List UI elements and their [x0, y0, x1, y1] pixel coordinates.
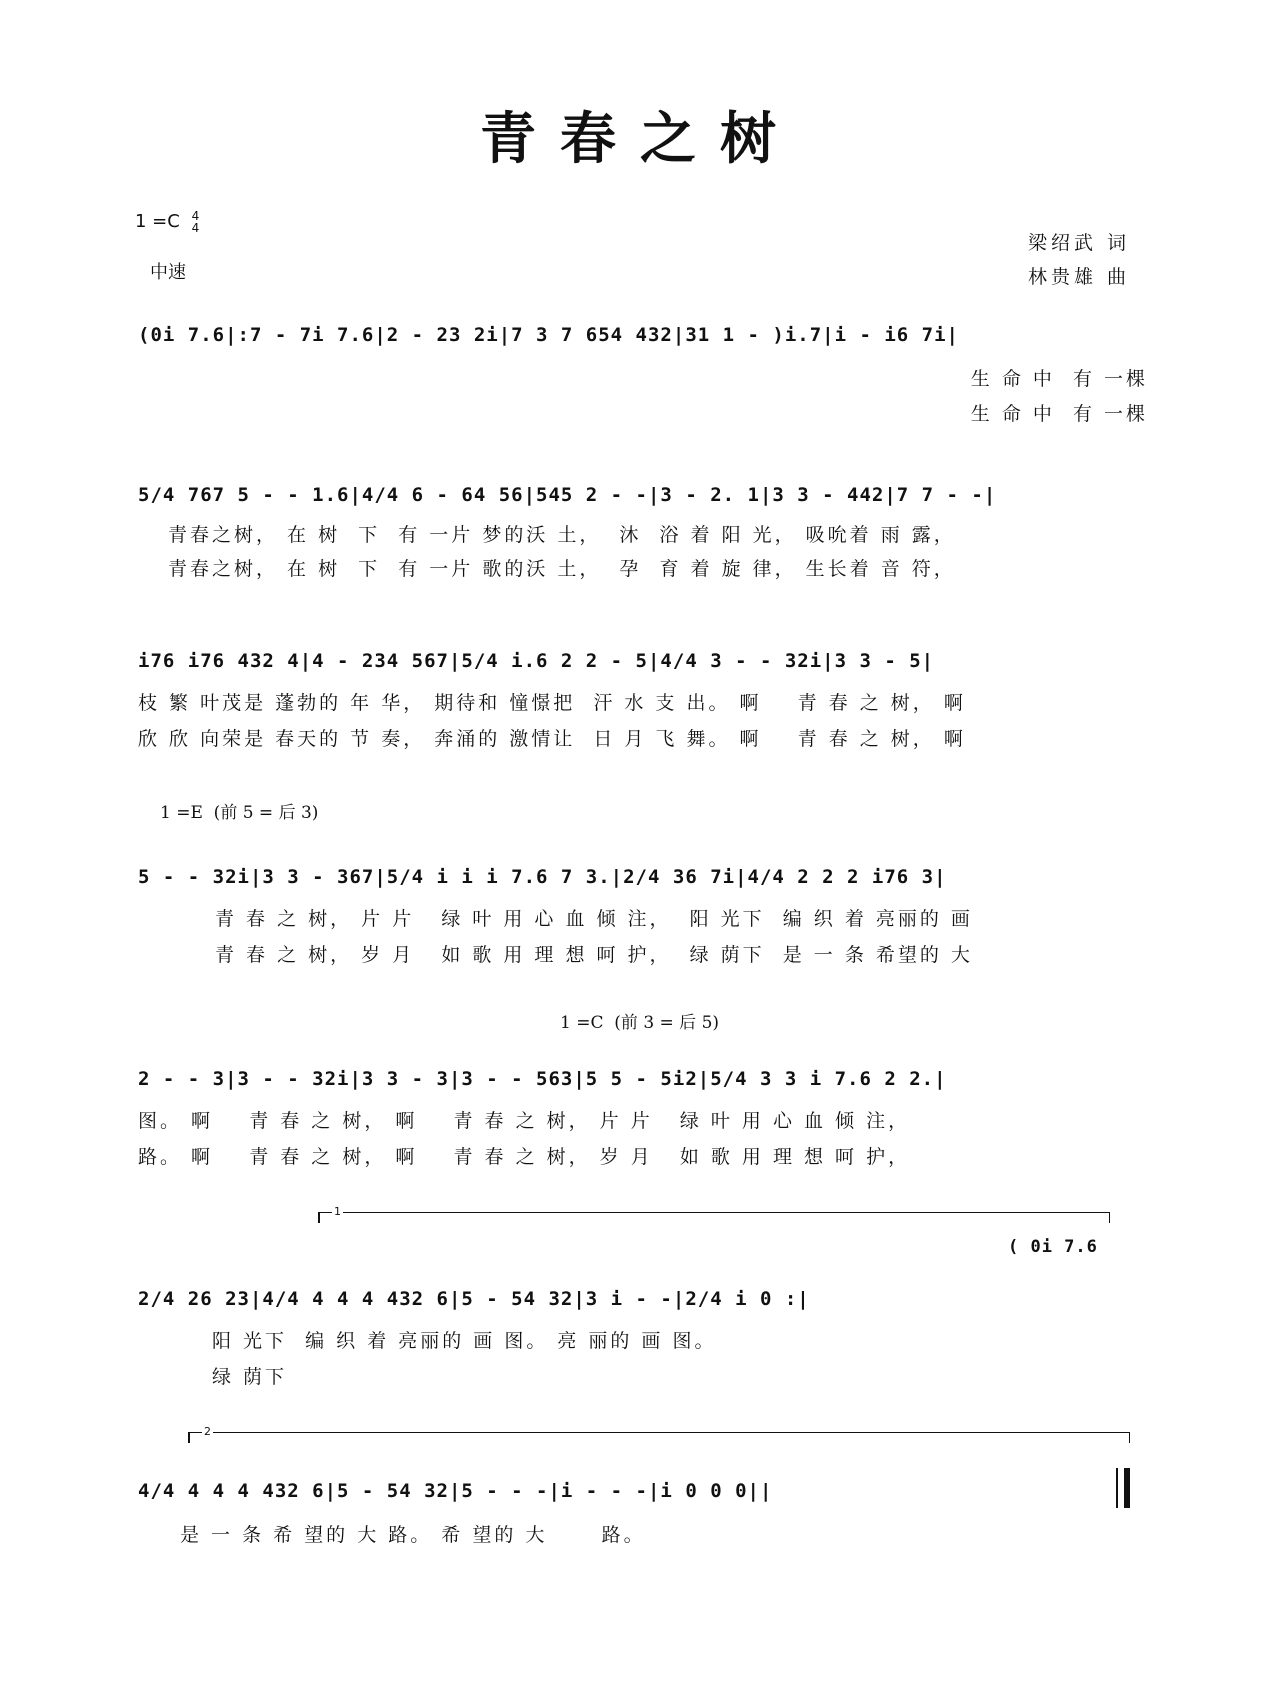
lyric-line-7: 是 一 条 希 望的 大 路。 希 望的 大 路。 — [180, 1524, 646, 1546]
volta-bracket-2 — [188, 1425, 1130, 1438]
lyric-line-6b: 绿 荫下 — [212, 1366, 288, 1388]
lyric-line-1b: 生 命 中 有 一棵 — [970, 403, 1148, 425]
lyric-line-2a: 青春之树， 在 树 下 有 一片 梦的沃 土， 沐 浴 着 阳 光， 吸吮着 雨 露， — [168, 524, 956, 546]
notation-line-7: 4/4 4 4 4 432 6|5 - 54 32|5 - - -|i - - -|i 0 0 0|| — [138, 1480, 773, 1502]
notation-line-6: 2/4 26 23|4/4 4 4 4 432 6|5 - 54 32|3 i - -|2/4 i 0 :| — [138, 1288, 810, 1310]
song-title: 青春之树 — [480, 106, 800, 172]
lyric-line-2b: 青春之树， 在 树 下 有 一片 歌的沃 土， 孕 育 着 旋 律， 生长着 音 符， — [168, 558, 956, 580]
lyric-line-4b: 青 春 之 树， 岁 月 如 歌 用 理 想 呵 护， 绿 荫下 是 一 条 希望的 大 — [215, 944, 973, 966]
key-signature — [135, 210, 199, 234]
lyric-line-4a: 青 春 之 树， 片 片 绿 叶 用 心 血 倾 注， 阳 光下 编 织 着 亮丽的 画 — [215, 908, 973, 930]
key-label: 1 =C — [135, 211, 180, 232]
final-barline — [1124, 1468, 1130, 1508]
tempo-marking: 中速 — [150, 262, 186, 283]
notation-line-2: 5/4 767 5 - - 1.6|4/4 6 - 64 56|545 2 - -|3 - 2. 1|3 3 - 442|7 7 - -| — [138, 484, 997, 506]
notation-line-5: 2 - - 3|3 - - 32i|3 3 - 3|3 - - 563|5 5 - 5i2|5/4 3 3 i 7.6 2 2.| — [138, 1068, 947, 1090]
volta-number: 2 — [204, 1425, 211, 1438]
final-barline-thin — [1116, 1468, 1118, 1508]
lyricist-credit: 梁绍武 词 — [1028, 232, 1131, 254]
lyric-line-3a: 枝 繁 叶茂是 蓬勃的 年 华， 期待和 憧憬把 汗 水 支 出。 啊 青 春 之 树， 啊 — [138, 692, 966, 714]
composer-credit: 林贵雄 曲 — [1028, 266, 1131, 288]
volta-bracket-1 — [318, 1205, 1110, 1218]
lyric-line-5b: 路。 啊 青 春 之 树， 啊 青 春 之 树， 岁 月 如 歌 用 理 想 呵 护， — [138, 1146, 911, 1168]
notation-line-3: i76 i76 432 4|4 - 234 567|5/4 i.6 2 2 - 5|4/4 3 - - 32i|3 3 - 5| — [138, 650, 935, 672]
lyric-line-1a: 生 命 中 有 一棵 — [970, 368, 1148, 390]
lyric-line-5a: 图。 啊 青 春 之 树， 啊 青 春 之 树， 片 片 绿 叶 用 心 血 倾 注， — [138, 1110, 911, 1132]
lyric-line-6a: 阳 光下 编 织 着 亮丽的 画 图。 亮 丽的 画 图。 — [212, 1330, 717, 1352]
repeat-return-notes: ( 0i 7.6 — [1008, 1237, 1098, 1257]
volta-number: 1 — [334, 1205, 341, 1218]
lyric-line-3b: 欣 欣 向荣是 春天的 节 奏， 奔涌的 激情让 日 月 飞 舞。 啊 青 春 之 树， 啊 — [138, 728, 966, 750]
key-change-c: 1 =C (前 3 = 后 5) — [560, 1013, 720, 1033]
time-signature: 4 4 — [191, 209, 200, 235]
key-change-e: 1 =E (前 5 = 后 3) — [160, 803, 319, 823]
notation-line-4: 5 - - 32i|3 3 - 367|5/4 i i i 7.6 7 3.|2/4 36 7i|4/4 2 2 2 i76 3| — [138, 866, 947, 888]
notation-line-1: (0i 7.6|:7 - 7i 7.6|2 - 23 2i|7 3 7 654 432|31 1 - )i.7|i - i6 7i| — [138, 324, 959, 346]
